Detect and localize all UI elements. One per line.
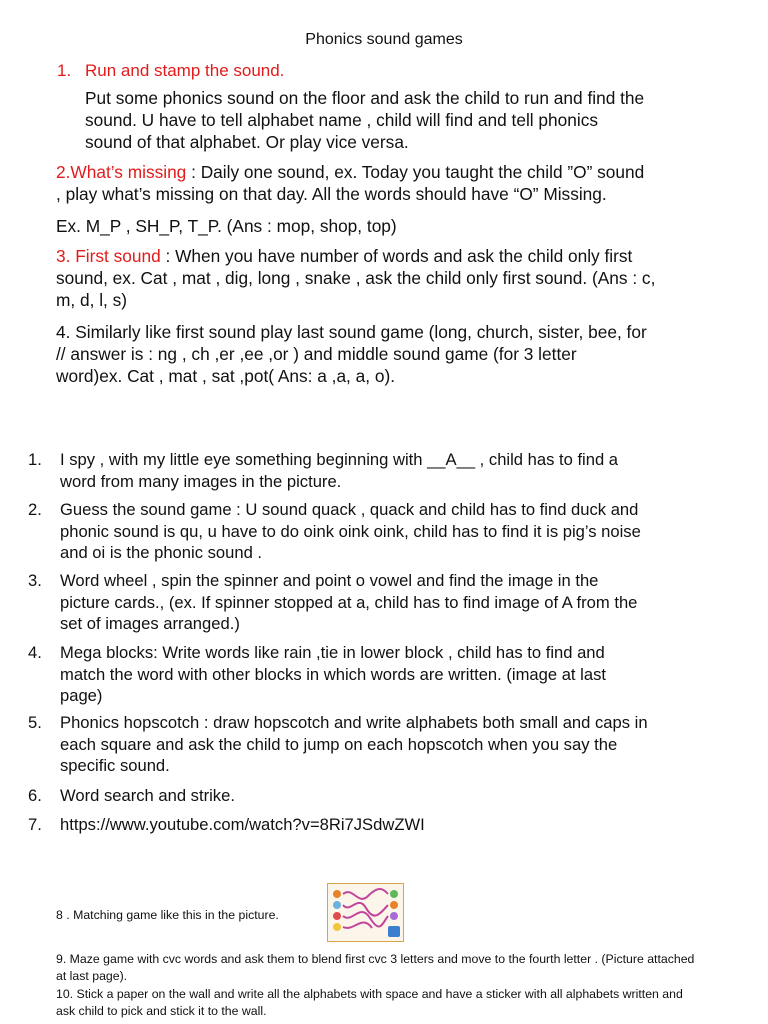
matching-game-picture — [327, 883, 404, 942]
list-line: phonic sound is qu, u have to do oink oink oink, child has to find it is pig’s noise — [60, 521, 641, 541]
item4-line: word)ex. Cat , mat , sat ,pot( Ans: a ,a, a, o). — [56, 366, 396, 386]
list-line: each square and ask the child to jump on each hopscotch when you say the — [60, 734, 618, 754]
list-line: word from many images in the picture. — [60, 471, 342, 491]
item9-line: at last page). — [56, 969, 128, 983]
list-line: Mega blocks: Write words like rain ,tie in lower block , child has to find and — [60, 643, 605, 662]
item2-line2: , play what’s missing on that day. All the words should have “O” Missing. — [56, 184, 607, 204]
item4-block — [56, 321, 716, 387]
list-number: 4. — [28, 643, 42, 662]
item2-text: : Daily one sound, ex. Today you taught the child ”O” sound — [186, 162, 645, 182]
list-line: set of images arranged.) — [60, 614, 240, 633]
list-number: 3. — [28, 571, 42, 590]
item10-line: 10. Stick a paper on the wall and write all the alphabets with space and have a sticker with all alphabets written and — [56, 987, 683, 1001]
list-number: 7. — [28, 815, 42, 834]
item1-number: 1. — [57, 61, 72, 80]
item3-line2: sound, ex. Cat , mat , dig, long , snake , ask the child only first sound. (Ans : c, — [56, 268, 656, 288]
item4-line: 4. Similarly like first sound play last sound game (long, church, sister, bee, for — [56, 322, 647, 342]
list-line: Phonics hopscotch : draw hopscotch and write alphabets both small and caps in — [60, 713, 648, 732]
item2-block — [56, 161, 716, 205]
item1-heading: Run and stamp the sound. — [85, 61, 285, 80]
item2-example: Ex. M_P , SH_P, T_P. (Ans : mop, shop, top) — [56, 216, 397, 236]
item9-block — [56, 951, 746, 985]
item3-text: : When you have number of words and ask the child only first — [160, 246, 633, 266]
list-line: match the word with other blocks in which words are written. (image at last — [60, 664, 606, 684]
list-line: and oi is the phonic sound . — [60, 543, 263, 562]
item3-line3: m, d, l, s) — [56, 290, 128, 310]
item1-line: sound of that alphabet. Or play vice versa. — [85, 132, 409, 152]
list-number: 2. — [28, 500, 42, 519]
item4-line: // answer is : ng , ch ,er ,ee ,or ) and middle sound game (for 3 letter — [56, 344, 577, 364]
item3-line1 — [56, 245, 716, 267]
list-line: Guess the sound game : U sound quack , quack and child has to find duck and — [60, 500, 639, 519]
page-title: Phonics sound games — [305, 31, 463, 48]
item3-heading: 3. First sound — [56, 246, 161, 266]
youtube-link[interactable]: https://www.youtube.com/watch?v=8Ri7JSdwZWI — [60, 815, 425, 834]
item9-line: 9. Maze game with cvc words and ask them to blend first cvc 3 letters and move to the fourth letter . (Picture attached — [56, 952, 695, 966]
list-number: 5. — [28, 713, 42, 732]
item2-line1 — [56, 161, 716, 183]
item10-line: ask child to pick and stick it to the wall. — [56, 1004, 267, 1018]
item2-heading: 2.What’s missing — [56, 162, 187, 182]
list-line: I spy , with my little eye something beginning with __A__ , child has to find a — [60, 450, 619, 469]
matching-game-illustration — [328, 884, 403, 941]
item1-line: sound. U have to tell alphabet name , child will find and tell phonics — [85, 110, 598, 130]
item10-block — [56, 986, 746, 1020]
list-line: page) — [60, 686, 103, 705]
list-number: 6. — [28, 786, 42, 805]
list-number: 1. — [28, 450, 42, 469]
list-line: picture cards., (ex. If spinner stopped at a, child has to find image of A from the — [60, 592, 638, 612]
item1-body — [85, 87, 725, 153]
item3-block — [56, 245, 716, 311]
item1-line: Put some phonics sound on the floor and ask the child to run and find the — [85, 88, 645, 108]
list-line: Word search and strike. — [60, 786, 235, 805]
item8-text: 8 . Matching game like this in the picture. — [56, 908, 279, 922]
list-line: specific sound. — [60, 756, 170, 775]
list-line: Word wheel , spin the spinner and point o vowel and find the image in the — [60, 571, 599, 590]
